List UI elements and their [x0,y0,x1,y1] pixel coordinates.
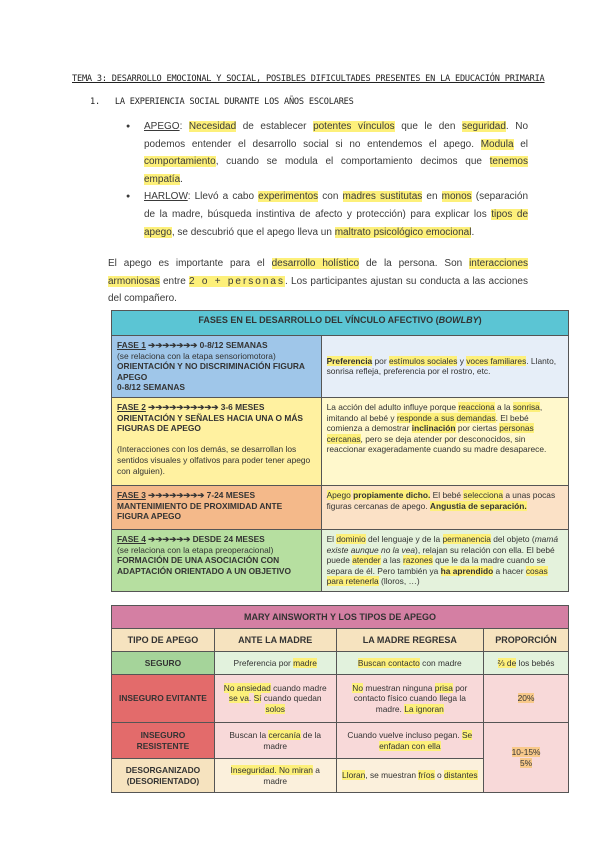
phase-4-cell [112,529,322,591]
highlight: tenemos empatía [144,156,528,185]
evitante-proporcion [484,675,569,723]
seguro-madre [214,652,336,675]
text: . [180,173,183,185]
arrows: ➔➔➔➔➔➔➔➔➔➔ [145,401,221,412]
highlight: estímulos sociales [388,355,458,366]
text: . El bebé comienza a demostrar [326,412,529,434]
table2-header-row [112,629,569,652]
text: , cuando se modula el comportamiento decimos que [215,156,490,168]
highlight: 20% [517,693,535,704]
highlight: voces familiares [466,355,527,366]
text: en [422,191,442,203]
highlight: Preferencia [326,355,373,366]
text: a hacer [493,565,526,576]
highlight: responde a sus demandas [396,412,496,423]
text: los bebés [516,657,555,668]
arrows: ➔➔➔➔➔➔➔ [145,340,200,350]
text: El [326,533,337,544]
text: . Llanto, sonrisa refleja, preferencia por el rostro, etc. [326,355,557,377]
highlight: madre [293,657,317,668]
text: de la persona. Son [359,258,470,269]
text: (separación de la madre, búsqueda instintiva de afecto y protección) para explicar los [144,191,529,220]
text: a la [494,401,513,412]
phase-2-description [321,397,568,485]
document-title: TEMA 3: DESARROLLO EMOCIONAL Y SOCIAL, POSIBLES DIFICULTADES PRESENTES EN LA EDUCACIÓN PRIMARIA [72,74,545,84]
header-tipo: TIPO DE APEGO [112,629,215,652]
highlight: se va [228,693,249,704]
phase-1-cell [112,336,322,398]
highlight: desarrollo holístico [271,258,360,269]
phase-note: (se relaciona con la etapa sensoriomotora) [117,350,276,361]
text: , se descubrió que el apego lleva un [171,226,335,238]
highlight: Se enfadan con ella [379,729,473,751]
text: a las [380,555,403,566]
highlight: seguridad [461,121,506,132]
highlight: No [352,682,364,693]
evitante-regresa [336,675,484,723]
phase-label: FASE 3 [117,489,146,500]
bullet-harlow [126,188,528,241]
text: por [372,355,389,366]
bullet-list [126,118,528,241]
type-seguro: SEGURO [112,652,215,675]
bullet-apego [126,118,528,188]
text: o [434,770,445,781]
highlight: 5% [519,757,533,768]
highlight: experimentos [258,191,319,203]
highlight: cercanía [268,729,301,740]
text: Cuando vuelve incluso pegan. [347,729,462,740]
ainsworth-table [111,605,569,793]
text: . No podemos entender el desarrollo social si no entendemos el apego. [144,121,529,150]
phase-time: 0-8/12 SEMANAS [199,340,268,350]
type-desorganizado: DESORGANIZADO (DESORIENTADO) [112,759,215,793]
text: de establecer [236,121,314,132]
resistente-regresa [336,723,484,759]
phase-label: FASE 4 [117,533,146,544]
highlight: razones [402,555,433,566]
highlight: solos [265,703,285,714]
apego-paragraph [108,255,528,308]
text: ), relajan su relación con ella. El bebé puede [326,544,555,566]
row-seguro [112,652,569,675]
phase-1-description [321,336,568,398]
section-heading [90,97,354,107]
highlight: Angustia de separación. [429,500,527,511]
highlight: madres sustitutas [342,191,423,203]
phase-time: DESDE 24 MESES [192,533,265,544]
phase-row-1 [112,336,569,398]
text: con [318,191,343,203]
text: Buscan la [229,729,269,740]
type-resistente: INSEGURO RESISTENTE [112,723,215,759]
highlight: personas cercanas [326,423,534,444]
highlight: prisa [434,682,453,693]
text: , se muestran [365,770,419,781]
bowlby-phases-table [111,310,569,592]
text: de la madre [263,729,322,751]
phase-extra: 0-8/12 SEMANAS [117,382,185,393]
phase-label: FASE 1 [117,340,146,350]
type-evitante: INSEGURO EVITANTE [112,675,215,723]
phase-label: FASE 2 [117,401,146,412]
text: del objeto ( [490,533,535,544]
highlight: potentes vínculos [313,121,395,132]
header-proporcion: PROPORCIÓN [484,629,569,652]
text: El bebé [430,489,464,500]
highlight: ⅔ de [497,657,517,668]
desorganizado-regresa [336,759,484,793]
highlight: interacciones armoniosas [108,258,528,287]
text: entre [159,275,190,287]
text: y [457,355,467,366]
phase-row-4 [112,529,569,591]
text: , imitando al bebé y [326,401,543,423]
highlight: tipos de apego [144,208,529,238]
table2-title: MARY AINSWORTH Y LOS TIPOS DE APEGO [112,606,569,629]
text: a madre [263,764,320,786]
table1-title [112,311,569,336]
text: el [513,138,529,150]
text: del lenguaje y de la [365,533,443,544]
highlight: Sí [253,693,262,704]
text: . [248,693,254,704]
text: , pero se deja atender por desconocidos, sin reaccionar exageradamente cuando su madre desaparece. [326,433,547,455]
highlight: Lloran [342,770,366,781]
text: Preferencia por [233,657,294,668]
text: cuando quedan [261,693,322,704]
highlight: inclinación [411,423,456,434]
phase-name: ORIENTACIÓN Y SEÑALES HACIA UNA O MÁS FIGURAS DE APEGO [117,412,303,434]
highlight: cosas para retenerla [326,565,548,587]
phase-2-cell [112,397,322,485]
phase-row-3 [112,485,569,529]
arrows: ➔➔➔➔➔➔➔➔ [145,489,207,500]
text: que le da la madre cuando se separa de él. Pero también ya [326,555,546,576]
evitante-madre [214,675,336,723]
text: a unas pocas figuras cercanas de apego. [326,489,556,511]
text: FASES EN EL DESARROLLO DEL VÍNCULO AFECTIVO ( [198,315,439,325]
phase-4-description [321,529,568,591]
text: que le den [394,121,462,132]
highlight: 2 o + personas [189,275,285,287]
highlight: Buscan contacto [357,657,420,668]
row-evitante [112,675,569,723]
desorganizado-madre [214,759,336,793]
highlight: distantes [444,770,478,781]
phase-note: (se relaciona con la etapa preoperacional) [117,544,274,555]
phase-name: MANTENIMIENTO DE PROXIMIDAD ANTE FIGURA APEGO [117,500,283,522]
phase-3-description [321,485,568,529]
highlight: dominio [336,533,366,544]
seguro-regresa [336,652,484,675]
highlight: La ignoran [404,703,444,714]
row-resistente [112,723,569,759]
highlight: Apego [326,489,351,500]
text: (lloros, …) [378,576,420,587]
highlight: Necesidad [188,121,237,132]
highlight: selecciona [463,489,503,500]
resistente-madre [214,723,336,759]
phase-name: FORMACIÓN DE UNA ASOCIACIÓN CON ADAPTACIÓN ORIENTADO A UN OBJETIVO [117,555,292,576]
highlight: permanencia [442,533,491,544]
section-number: 1. [90,97,100,107]
phase-note: (Interacciones con los demás, se desarrollan los sentidos visuales y olfativos para poder tener apego con alguien). [117,444,311,476]
text: . Los participantes ajustan su conducta a las acciones del compañero. [108,275,528,305]
text: por contacto físico cuando llega la madre. [353,682,468,714]
inseguro-proporcion [484,723,569,793]
text: cuando madre [270,682,327,693]
text: : [179,121,189,132]
text: muestran ninguna [363,682,435,693]
text: por ciertas [455,423,500,434]
section-heading-text: LA EXPERIENCIA SOCIAL DURANTE LOS AÑOS ESCOLARES [114,97,354,107]
phase-name: ORIENTACIÓN Y NO DISCRIMINACIÓN FIGURA APEGO [117,361,305,382]
highlight: ha aprendido [440,565,494,576]
text: : Llevó a cabo [187,191,259,203]
highlight: Modula [480,138,514,150]
highlight: No ansiedad [223,682,271,693]
phase-time: 7-24 MESES [206,489,256,500]
text: con madre [419,657,462,668]
text: El apego es importante para el [108,258,272,269]
highlight: atender [352,555,381,566]
text: mamá existe aunque no la vea [326,533,558,555]
term-harlow: HARLOW [144,191,188,203]
highlight: monos [441,191,472,203]
text: BOWLBY [438,315,479,325]
phase-row-2 [112,397,569,485]
text: La acción del adulto influye porque [326,401,459,412]
text: . [471,226,475,238]
highlight: propiamente dicho. [353,489,431,500]
term-apego: APEGO [144,121,180,132]
highlight: Inseguridad. No miran [230,764,313,775]
seguro-proporcion [484,652,569,675]
text: ) [478,315,482,325]
header-madre-regresa: LA MADRE REGRESA [336,629,484,652]
phase-time: 3-6 MESES [220,401,265,412]
arrows: ➔➔➔➔➔➔ [145,533,193,544]
highlight: comportamiento [144,156,216,168]
highlight: fríos [418,770,435,781]
highlight: 10-15% [511,746,541,757]
phase-3-cell [112,485,322,529]
highlight: reacciona [458,401,495,412]
header-ante-madre: ANTE LA MADRE [214,629,336,652]
highlight: maltrato psicológico emocional [334,226,472,238]
highlight: sonrisa [512,401,540,412]
